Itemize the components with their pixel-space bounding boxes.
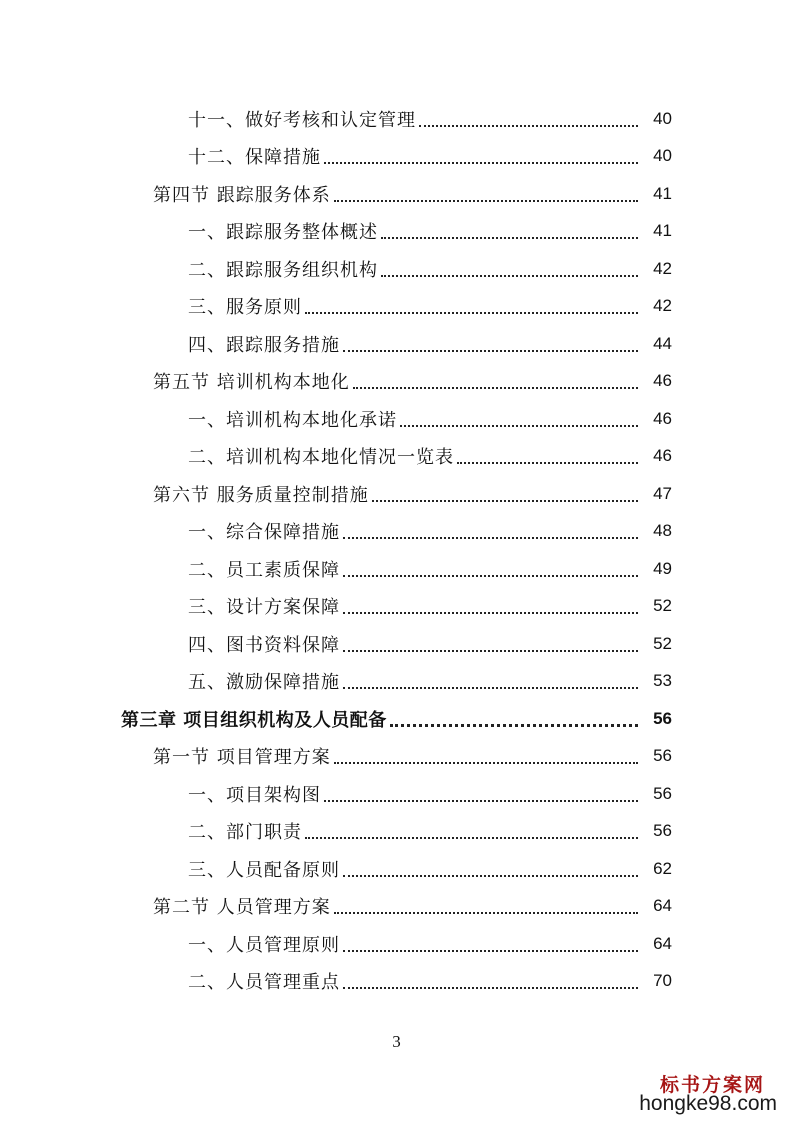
watermark-title: 标书方案网 [659, 1074, 765, 1096]
toc-entry-label: 第五节 培训机构本地化 [153, 372, 350, 393]
toc-entry-label: 第四节 跟踪服务体系 [153, 184, 331, 206]
toc-entry-page: 46 [653, 371, 672, 390]
toc-dot-leader [390, 706, 638, 727]
toc-subsection-entry[interactable] [0, 625, 793, 662]
toc-dot-leader [343, 632, 638, 652]
toc-section-entry[interactable] [0, 888, 793, 925]
toc-entry-label: 四、跟踪服务措施 [188, 334, 340, 356]
toc-dot-leader [419, 107, 638, 127]
toc-entry-label: 二、员工素质保障 [188, 559, 340, 581]
toc-entry-label: 一、综合保障措施 [188, 522, 340, 543]
toc-section-entry[interactable] [0, 363, 793, 400]
toc-dot-leader [343, 932, 638, 952]
toc-entry-label: 十一、做好考核和认定管理 [188, 109, 416, 131]
toc-dot-leader [305, 294, 638, 314]
toc-dot-leader [353, 369, 638, 389]
toc-entry-page: 42 [653, 258, 672, 278]
toc-subsection-entry[interactable] [0, 663, 793, 700]
watermark-site: hongke98.com [639, 1092, 777, 1115]
toc-subsection-entry[interactable] [0, 963, 793, 1000]
toc-dot-leader [372, 482, 638, 502]
toc-entry-label: 第二节 人员管理方案 [153, 897, 331, 918]
toc-dot-leader [334, 894, 638, 914]
toc-entry-label: 二、部门职责 [188, 822, 302, 843]
toc-subsection-entry[interactable] [0, 400, 793, 437]
toc-entry-page: 56 [653, 783, 672, 803]
toc-dot-leader [343, 557, 638, 577]
toc-entry-page: 47 [653, 483, 672, 503]
toc-dot-leader [324, 782, 638, 802]
toc-entry-page: 42 [653, 296, 672, 315]
page-number: 3 [392, 1032, 401, 1051]
toc-entry-label: 四、图书资料保障 [188, 634, 340, 656]
toc-subsection-entry[interactable] [0, 288, 793, 325]
toc-entry-label: 一、培训机构本地化承诺 [188, 409, 397, 431]
toc-subsection-entry[interactable] [0, 850, 793, 887]
toc-dot-leader [343, 519, 638, 539]
toc-entry-label: 一、人员管理原则 [188, 934, 340, 956]
toc-entry-page: 52 [653, 596, 672, 615]
toc-subsection-entry[interactable] [0, 100, 793, 137]
toc-entry-label: 一、跟踪服务整体概述 [188, 222, 378, 243]
toc-entry-page: 40 [653, 146, 672, 165]
toc-entry-page: 44 [653, 333, 672, 353]
toc-subsection-entry[interactable] [0, 213, 793, 250]
toc-entry-page: 56 [653, 708, 672, 728]
toc-subsection-entry[interactable] [0, 588, 793, 625]
toc-entry-page: 56 [653, 746, 672, 765]
toc-entry-label: 一、项目架构图 [188, 784, 321, 806]
toc-entry-page: 64 [653, 933, 672, 953]
toc-dot-leader [343, 857, 638, 877]
toc-subsection-entry[interactable] [0, 550, 793, 587]
toc-dot-leader [334, 182, 638, 202]
toc-dot-leader [400, 407, 638, 427]
toc-entry-label: 第三章 项目组织机构及人员配备 [121, 709, 387, 731]
toc-entry-page: 49 [653, 558, 672, 578]
toc-subsection-entry[interactable] [0, 813, 793, 850]
toc-subsection-entry[interactable] [0, 250, 793, 287]
toc-entry-page: 56 [653, 821, 672, 840]
toc-entry-label: 三、设计方案保障 [188, 597, 340, 618]
toc-dot-leader [457, 444, 638, 464]
toc-entry-label: 五、激励保障措施 [188, 672, 340, 693]
toc-entry-page: 46 [653, 446, 672, 465]
toc-dot-leader [343, 669, 638, 689]
toc-entry-label: 十二、保障措施 [188, 147, 321, 168]
toc-subsection-entry[interactable] [0, 925, 793, 962]
toc-entry-label: 第一节 项目管理方案 [153, 747, 331, 768]
toc-dot-leader [381, 219, 638, 239]
toc-subsection-entry[interactable] [0, 775, 793, 812]
toc-entry-page: 70 [653, 971, 672, 990]
toc-entry-page: 46 [653, 408, 672, 428]
toc-entry-page: 48 [653, 521, 672, 540]
toc-dot-leader [343, 594, 638, 614]
toc-section-entry[interactable] [0, 175, 793, 212]
toc-subsection-entry[interactable] [0, 325, 793, 362]
toc-dot-leader [305, 819, 638, 839]
toc-entry-page: 40 [653, 108, 672, 128]
toc-entry-label: 二、培训机构本地化情况一览表 [188, 447, 454, 468]
toc-dot-leader [324, 144, 638, 164]
toc-section-entry[interactable] [0, 475, 793, 512]
toc-entry-label: 三、人员配备原则 [188, 859, 340, 881]
toc-entry-page: 64 [653, 896, 672, 915]
toc-section-entry[interactable] [0, 738, 793, 775]
toc-dot-leader [381, 257, 638, 277]
toc-entry-label: 二、跟踪服务组织机构 [188, 259, 378, 281]
toc-dot-leader [334, 744, 638, 764]
toc-entry-page: 53 [653, 671, 672, 690]
toc-subsection-entry[interactable] [0, 513, 793, 550]
toc-entry-label: 三、服务原则 [188, 297, 302, 318]
toc-entry-page: 41 [653, 221, 672, 240]
toc-entry-page: 62 [653, 858, 672, 878]
toc-entry-label: 第六节 服务质量控制措施 [153, 484, 369, 506]
toc-dot-leader [343, 969, 638, 989]
toc-subsection-entry[interactable] [0, 438, 793, 475]
toc-entry-label: 二、人员管理重点 [188, 972, 340, 993]
toc-chapter-entry[interactable] [0, 700, 793, 737]
toc-subsection-entry[interactable] [0, 138, 793, 175]
toc-entry-page: 41 [653, 183, 672, 203]
toc-entry-page: 52 [653, 633, 672, 653]
toc-dot-leader [343, 332, 638, 352]
